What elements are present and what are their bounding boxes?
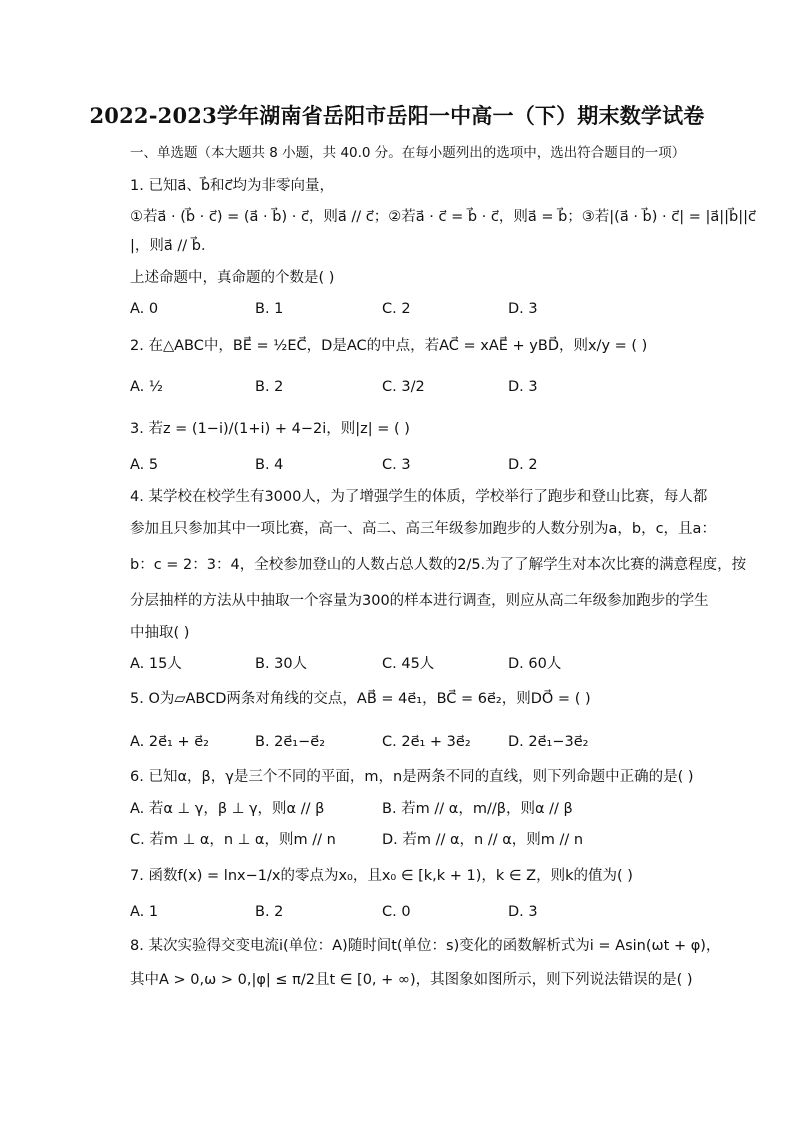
q2-option-a: A. ½	[130, 379, 163, 395]
q3-option-d: D. 2	[508, 457, 538, 473]
q4-option-c: C. 45人	[382, 656, 435, 672]
q1-line-4: 上述命题中，真命题的个数是( )	[130, 270, 335, 286]
q8-line-2: 其中A > 0,ω > 0,|φ| ≤ π/2且t ∈ [0, + ∞)，其图象如图所示，则下列说法错误的是( )	[130, 972, 693, 988]
q6-option-c: C. 若m ⊥ α，n ⊥ α，则m // n	[130, 832, 336, 848]
q7-option-a: A. 1	[130, 904, 159, 920]
q6-option-d: D. 若m // α，n // α，则m // n	[382, 832, 584, 848]
q1-option-b: B. 1	[255, 301, 284, 317]
q5-line-1: 5. O为▱ABCD两条对角线的交点，AB⃗ = 4e⃗₁，BC⃗ = 6e⃗₂，则DO⃗ = ( )	[130, 691, 591, 707]
section-heading: 一、单选题（本大题共 8 小题，共 40.0 分。在每小题列出的选项中，选出符合题目的一项）	[130, 145, 686, 161]
q4-line-3: b：c = 2：3：4，全校参加登山的人数占总人数的2/5.为了了解学生对本次比赛的满意程度，按	[130, 557, 747, 573]
q1-line-3: |，则a⃗ // b⃗．	[130, 238, 216, 254]
q4-option-d: D. 60人	[508, 656, 562, 672]
q5-option-a: A. 2e⃗₁ + e⃗₂	[130, 734, 209, 750]
q1-line-1: 1. 已知a⃗、b⃗和c⃗均为非零向量，	[130, 178, 335, 194]
q6-line-1: 6. 已知α，β，γ是三个不同的平面，m，n是两条不同的直线，则下列命题中正确的是( )	[130, 769, 694, 785]
q8-line-1: 8. 某次实验得交变电流i(单位：A)随时间t(单位：s)变化的函数解析式为i = Asin(ωt + φ)，	[130, 938, 721, 954]
q4-line-5: 中抽取( )	[130, 625, 190, 641]
q5-option-b: B. 2e⃗₁−e⃗₂	[255, 734, 326, 750]
q7-line-1: 7. 函数f(x) = lnx−1/x的零点为x₀，且x₀ ∈ [k,k + 1)，k ∈ Z，则k的值为( )	[130, 868, 633, 884]
exam-title: 2022-2023学年湖南省岳阳市岳阳一中高一（下）期末数学试卷	[89, 103, 705, 128]
q1-option-d: D. 3	[508, 301, 538, 317]
q2-option-d: D. 3	[508, 379, 538, 395]
q3-option-a: A. 5	[130, 457, 159, 473]
q4-line-2: 参加且只参加其中一项比赛，高一、高二、高三年级参加跑步的人数分别为a，b，c，且a：	[130, 521, 716, 537]
q5-option-d: D. 2e⃗₁−3e⃗₂	[508, 734, 589, 750]
q3-option-b: B. 4	[255, 457, 284, 473]
q6-option-b: B. 若m // α，m//β，则α // β	[382, 801, 573, 817]
q3-option-c: C. 3	[382, 457, 411, 473]
q3-line-1: 3. 若z = (1−i)/(1+i) + 4−2i，则|z| = ( )	[130, 421, 410, 437]
q4-line-4: 分层抽样的方法从中抽取一个容量为300的样本进行调查，则应从高二年级参加跑步的学生	[130, 593, 709, 609]
q7-option-c: C. 0	[382, 904, 411, 920]
q5-option-c: C. 2e⃗₁ + 3e⃗₂	[382, 734, 471, 750]
q4-line-1: 4. 某学校在校学生有3000人，为了增强学生的体质，学校举行了跑步和登山比赛，每人都	[130, 489, 708, 505]
q2-option-b: B. 2	[255, 379, 284, 395]
q6-option-a: A. 若α ⊥ γ，β ⊥ γ，则α // β	[130, 801, 325, 817]
q4-option-a: A. 15人	[130, 656, 182, 672]
q2-line-1: 2. 在△ABC中，BE⃗ = ½EC⃗，D是AC的中点，若AC⃗ = xAE⃗ + yBD⃗，则x/y = ( )	[130, 338, 648, 354]
q7-option-d: D. 3	[508, 904, 538, 920]
q4-option-b: B. 30人	[255, 656, 308, 672]
q1-option-c: C. 2	[382, 301, 411, 317]
q1-line-2: ①若a⃗ · (b⃗ · c⃗) = (a⃗ · b⃗) · c⃗，则a⃗ // c⃗；②若a⃗ · c⃗ = b⃗ · c⃗，则a⃗ = b⃗；③若|(a⃗ · b⃗) · c⃗| = |a⃗||b⃗||c⃗	[130, 209, 756, 225]
q7-option-b: B. 2	[255, 904, 284, 920]
q1-option-a: A. 0	[130, 301, 159, 317]
q2-option-c: C. 3/2	[382, 379, 425, 395]
